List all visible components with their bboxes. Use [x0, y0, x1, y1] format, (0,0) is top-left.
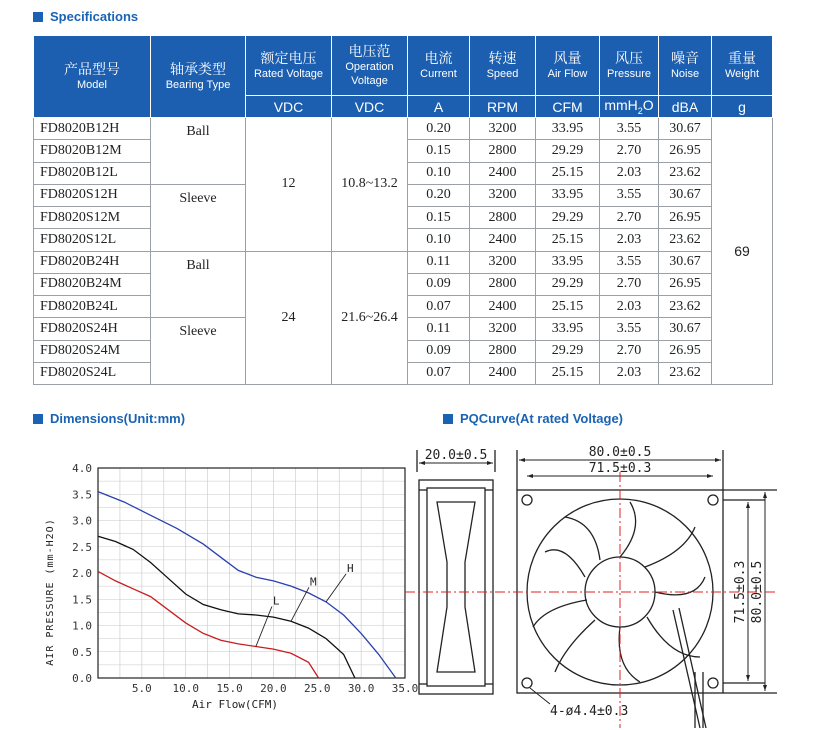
hole-spacing-vertical-dim: 71.5±0.3 — [733, 560, 748, 624]
y-tick-label: 2.0 — [72, 567, 92, 580]
unit-weight: g — [712, 96, 773, 118]
weight-cell: 69 — [712, 118, 773, 385]
side-view — [417, 450, 495, 694]
noise-cell: 26.95 — [659, 340, 712, 362]
airflow-cell: 25.15 — [536, 362, 600, 384]
rated-voltage-cell: 24 — [246, 251, 332, 385]
current-cell: 0.10 — [408, 162, 470, 184]
thickness-dim: 20.0±0.5 — [424, 448, 488, 463]
model-cell: FD8020S24M — [34, 340, 151, 362]
header-model: 产品型号 Model — [34, 36, 151, 118]
bearing-cell: Sleeve — [151, 318, 246, 385]
noise-cell: 23.62 — [659, 362, 712, 384]
noise-cell: 23.62 — [659, 296, 712, 318]
series-label: H — [347, 561, 354, 575]
airflow-cell: 25.15 — [536, 162, 600, 184]
x-tick-label: 35.0 — [391, 682, 419, 695]
header-weight: 重量 Weight — [712, 36, 773, 96]
chart-ticks — [72, 462, 418, 695]
pressure-cell: 2.70 — [600, 140, 659, 162]
pressure-cell: 2.03 — [600, 229, 659, 251]
speed-cell: 3200 — [470, 184, 536, 206]
noise-cell: 26.95 — [659, 207, 712, 229]
fan-dimensions-drawing — [405, 432, 777, 728]
speed-cell: 2400 — [470, 229, 536, 251]
header-operation-voltage: 电压范 Operation Voltage — [332, 36, 408, 96]
header-bearing: 轴承类型 Bearing Type — [151, 36, 246, 118]
airflow-cell: 29.29 — [536, 340, 600, 362]
specifications-table — [33, 35, 773, 385]
airflow-cell: 33.95 — [536, 251, 600, 273]
specifications-title: Specifications — [50, 9, 139, 24]
x-axis-label: Air Flow(CFM) — [191, 698, 279, 711]
current-cell: 0.09 — [408, 273, 470, 295]
y-tick-label: 4.0 — [72, 462, 92, 475]
noise-cell: 30.67 — [659, 251, 712, 273]
airflow-cell: 33.95 — [536, 318, 600, 340]
pressure-cell: 3.55 — [600, 184, 659, 206]
airflow-cell: 29.29 — [536, 140, 600, 162]
speed-cell: 2400 — [470, 162, 536, 184]
model-cell: FD8020B12H — [34, 118, 151, 140]
current-cell: 0.07 — [408, 362, 470, 384]
noise-cell: 23.62 — [659, 229, 712, 251]
series-line-M — [98, 536, 355, 678]
speed-cell: 2800 — [470, 340, 536, 362]
y-tick-label: 0.5 — [72, 645, 92, 659]
series-leader — [291, 587, 309, 621]
y-axis-label: AIR PRESSURE (mm-H2O) — [45, 518, 56, 666]
noise-cell: 26.95 — [659, 273, 712, 295]
noise-cell: 23.62 — [659, 162, 712, 184]
header-noise: 噪音 Noise — [659, 36, 712, 96]
header-rated-voltage: 额定电压 Rated Voltage — [246, 36, 332, 96]
hole-spacing-dim: 71.5±0.3 — [588, 461, 652, 476]
series-leader — [326, 574, 346, 602]
noise-cell: 26.95 — [659, 140, 712, 162]
current-cell: 0.20 — [408, 118, 470, 140]
pressure-cell: 3.55 — [600, 118, 659, 140]
series-line-L — [98, 571, 319, 678]
model-cell: FD8020S24L — [34, 362, 151, 384]
bearing-cell: Ball — [151, 251, 246, 318]
noise-cell: 30.67 — [659, 318, 712, 340]
speed-cell: 2400 — [470, 362, 536, 384]
model-cell: FD8020S24H — [34, 318, 151, 340]
x-tick-label: 20.0 — [260, 682, 287, 695]
unit-speed: RPM — [470, 96, 536, 118]
model-cell: FD8020S12L — [34, 229, 151, 251]
airflow-cell: 25.15 — [536, 229, 600, 251]
pressure-cell: 2.03 — [600, 296, 659, 318]
table-row — [34, 118, 773, 140]
speed-cell: 3200 — [470, 318, 536, 340]
speed-cell: 2800 — [470, 207, 536, 229]
series-line-H — [98, 492, 396, 678]
bearing-cell: Ball — [151, 118, 246, 185]
specifications-heading — [33, 9, 138, 24]
section-square-icon — [443, 414, 453, 424]
airflow-cell: 25.15 — [536, 296, 600, 318]
airflow-cell: 29.29 — [536, 273, 600, 295]
current-cell: 0.11 — [408, 251, 470, 273]
pq-curve-chart — [20, 432, 419, 717]
speed-cell: 3200 — [470, 251, 536, 273]
noise-cell: 30.67 — [659, 118, 712, 140]
pressure-cell: 2.70 — [600, 207, 659, 229]
model-cell: FD8020B24H — [34, 251, 151, 273]
x-tick-label: 10.0 — [172, 682, 199, 695]
pressure-cell: 3.55 — [600, 318, 659, 340]
noise-cell: 30.67 — [659, 184, 712, 206]
speed-cell: 2400 — [470, 296, 536, 318]
outer-height-dim: 80.0±0.5 — [750, 560, 765, 624]
series-label: L — [272, 594, 280, 608]
header-current: 电流 Current — [408, 36, 470, 96]
x-tick-label: 15.0 — [216, 682, 243, 695]
y-tick-label: 3.5 — [72, 488, 92, 502]
unit-current: A — [408, 96, 470, 118]
y-tick-label: 1.5 — [72, 593, 92, 607]
table-row — [34, 251, 773, 273]
series-label: M — [309, 575, 317, 589]
y-tick-label: 1.0 — [72, 619, 92, 633]
model-cell: FD8020B24M — [34, 273, 151, 295]
speed-cell: 2800 — [470, 273, 536, 295]
x-tick-label: 25.0 — [304, 682, 331, 695]
x-tick-label: 5.0 — [131, 682, 152, 695]
unit-airflow: CFM — [536, 96, 600, 118]
current-cell: 0.09 — [408, 340, 470, 362]
table-body — [34, 118, 773, 385]
airflow-cell: 33.95 — [536, 118, 600, 140]
y-tick-label: 3.0 — [72, 514, 92, 528]
y-tick-label: 0.0 — [72, 672, 92, 685]
pressure-cell: 3.55 — [600, 251, 659, 273]
dimensions-title: Dimensions(Unit:mm) — [50, 411, 186, 426]
pqcurve-title: PQCurve(At rated Voltage) — [460, 411, 624, 426]
current-cell: 0.07 — [408, 296, 470, 318]
pressure-cell: 2.03 — [600, 362, 659, 384]
section-square-icon — [33, 414, 43, 424]
mounting-holes-dim: 4-ø4.4±0.3 — [550, 704, 629, 719]
unit-operation-voltage: VDC — [332, 96, 408, 118]
airflow-cell: 29.29 — [536, 207, 600, 229]
section-square-icon — [33, 12, 43, 22]
header-row — [34, 36, 773, 96]
operation-voltage-cell: 21.6~26.4 — [332, 251, 408, 385]
speed-cell: 2800 — [470, 140, 536, 162]
outer-width-dim: 80.0±0.5 — [588, 445, 652, 460]
bearing-cell: Sleeve — [151, 184, 246, 251]
model-cell: FD8020S12M — [34, 207, 151, 229]
x-tick-label: 30.0 — [347, 682, 375, 695]
header-pressure: 风压 Pressure — [600, 36, 659, 96]
unit-noise: dBA — [659, 96, 712, 118]
header-speed: 转速 Speed — [470, 36, 536, 96]
current-cell: 0.15 — [408, 140, 470, 162]
pressure-cell: 2.70 — [600, 273, 659, 295]
model-cell: FD8020B12L — [34, 162, 151, 184]
model-cell: FD8020S12H — [34, 184, 151, 206]
model-cell: FD8020B24L — [34, 296, 151, 318]
pressure-cell: 2.70 — [600, 340, 659, 362]
current-cell: 0.11 — [408, 318, 470, 340]
rated-voltage-cell: 12 — [246, 118, 332, 252]
speed-cell: 3200 — [470, 118, 536, 140]
y-tick-label: 2.5 — [72, 540, 92, 554]
current-cell: 0.10 — [408, 229, 470, 251]
dimensions-heading — [33, 411, 185, 426]
chart-series — [98, 492, 396, 678]
airflow-cell: 33.95 — [536, 184, 600, 206]
header-airflow: 风量 Air Flow — [536, 36, 600, 96]
current-cell: 0.20 — [408, 184, 470, 206]
pqcurve-heading — [443, 411, 623, 426]
operation-voltage-cell: 10.8~13.2 — [332, 118, 408, 252]
unit-pressure: mmH$_2$O — [600, 96, 659, 118]
pressure-cell: 2.03 — [600, 162, 659, 184]
current-cell: 0.15 — [408, 207, 470, 229]
model-cell: FD8020B12M — [34, 140, 151, 162]
unit-rated-voltage: VDC — [246, 96, 332, 118]
